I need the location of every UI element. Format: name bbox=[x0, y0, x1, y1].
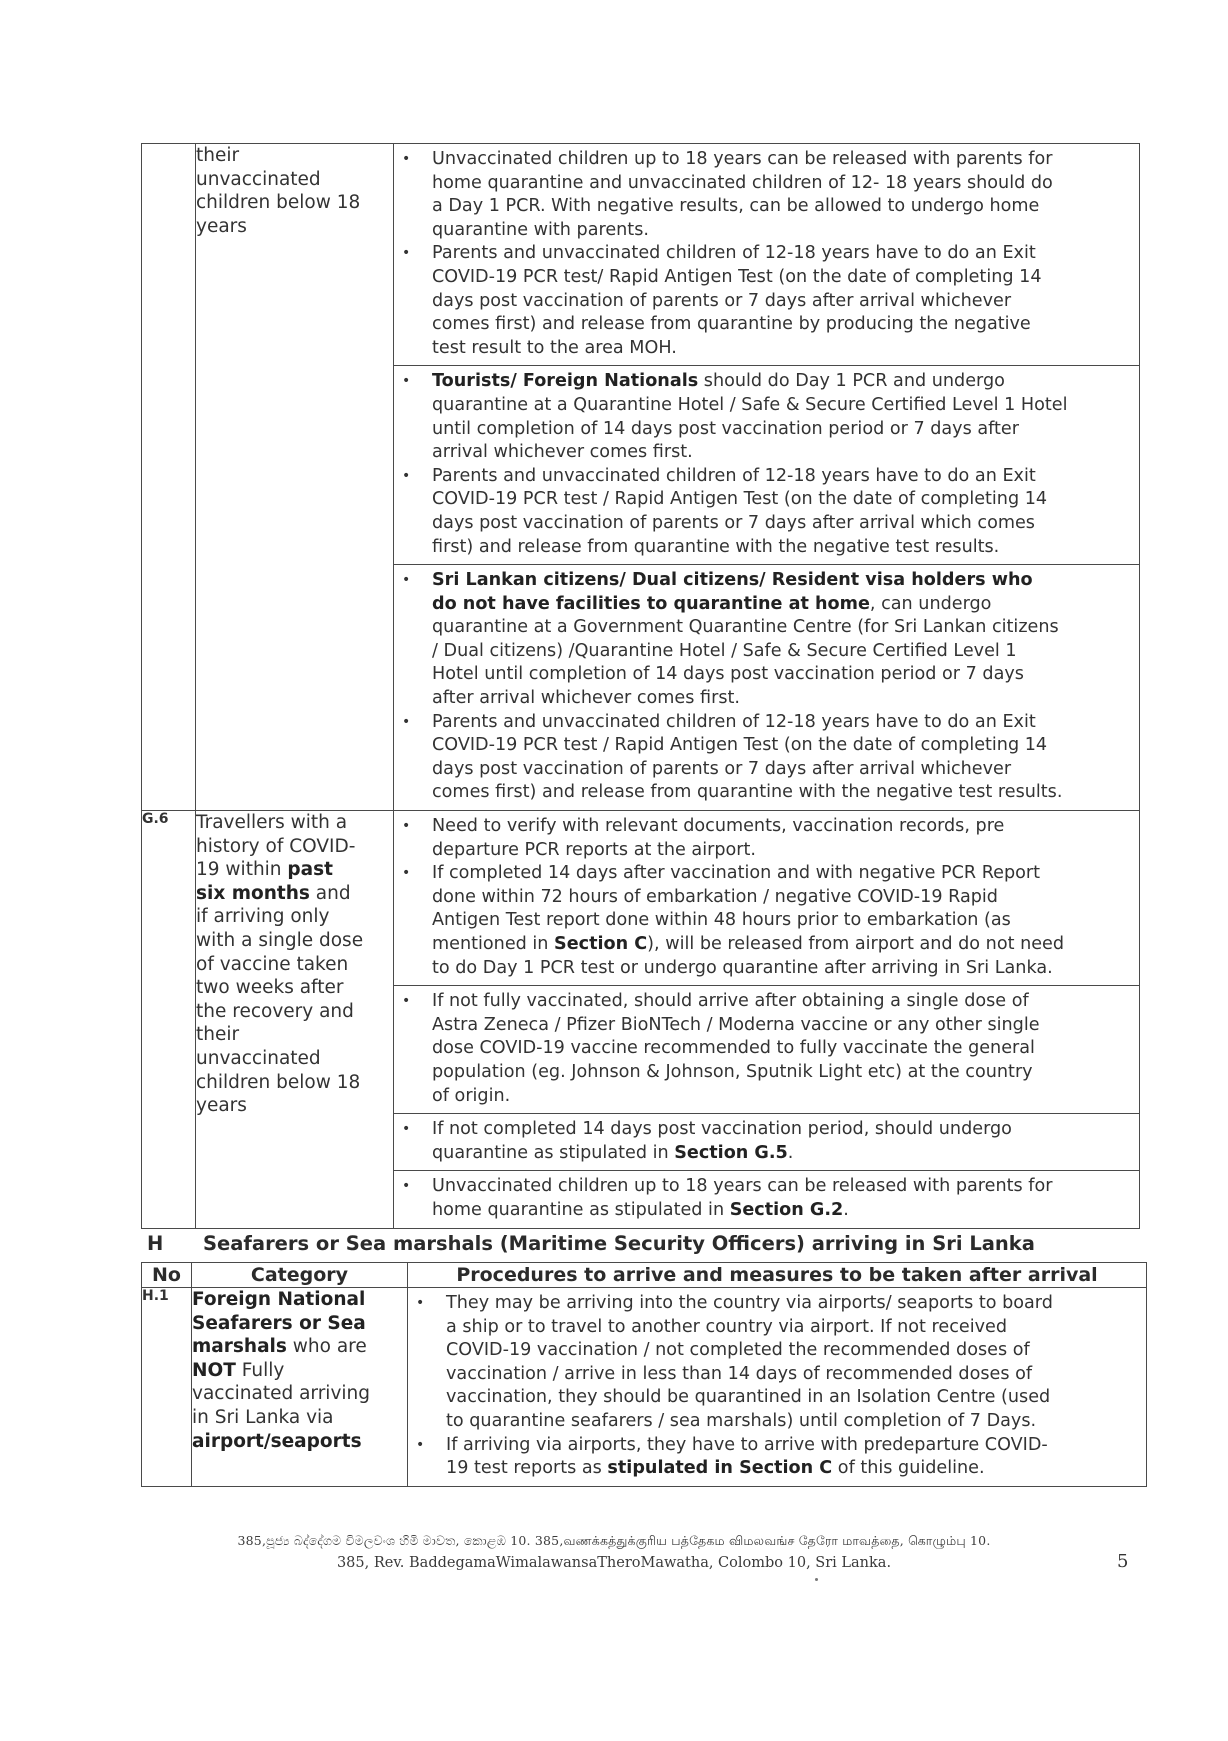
bullet-item: • If not completed 14 days post vaccination period, should undergo quarantine as stipulated in Section G.5. bbox=[432, 1118, 1129, 1165]
bullet-item: • Parents and unvaccinated children of 12-18 years have to do an Exit COVID-19 PCR test / Rapid Antigen Test (on the date of completing 14 days post vaccination of parents or 7 days after arrival which comes first) and release from quarantine with the negative test results. bbox=[432, 465, 1129, 559]
category-text: their unvaccinated children below 18 years bbox=[196, 145, 361, 237]
guideline-table-h bbox=[141, 1262, 1147, 1487]
category-cell bbox=[196, 144, 394, 811]
row-number: G.6 bbox=[142, 811, 196, 1229]
scan-speck bbox=[815, 1578, 818, 1581]
bullet-item: • If not fully vaccinated, should arrive after obtaining a single dose of Astra Zeneca / Pfizer BioNTech / Moderna vaccine or any other single dose COVID-19 vaccine recommended to fully vaccinate the general population (eg. Johnson & Johnson, Sputnik Light etc) at the country of origin. bbox=[432, 990, 1129, 1108]
procedure-list bbox=[394, 811, 1139, 985]
section-label: H bbox=[147, 1232, 164, 1255]
procedure-cell bbox=[394, 1171, 1140, 1228]
category-text: Travellers with a history of COVID- 19 within past six months and if arriving only with a single dose of vaccine taken two weeks after the recovery and their unvaccinated children below 18 years bbox=[196, 812, 364, 1117]
bullet-item: • They may be arriving into the country via airports/ seaports to board a ship or to travel to another country via airport. If not received COVID-19 vaccination / not completed the recommended doses of vaccination / arrive in less than 14 days of recommended doses of vaccination, they should be quarantined in an Isolation Centre (used to quarantine seafarers / sea marshals) until completion of 7 Days. bbox=[446, 1292, 1136, 1434]
procedure-cell bbox=[394, 144, 1140, 366]
footer-address-english: 385, Rev. BaddegamaWimalawansaTheroMawatha, Colombo 10, Sri Lanka. bbox=[336, 1555, 892, 1571]
row-number: H.1 bbox=[142, 1288, 192, 1487]
bullet-item: • Tourists/ Foreign Nationals should do Day 1 PCR and undergo quarantine at a Quarantine Hotel / Safe & Secure Certified Level 1 Hotel until completion of 14 days post vaccination period or 7 days after arrival whichever comes first. bbox=[432, 370, 1129, 464]
bullet-item: • Parents and unvaccinated children of 12-18 years have to do an Exit COVID-19 PCR test / Rapid Antigen Test (on the date of completing 14 days post vaccination of parents or 7 days after arrival whichever comes first) and release from quarantine with the negative test results. bbox=[432, 711, 1129, 805]
procedure-list bbox=[394, 1114, 1139, 1170]
category-text: Foreign National Seafarers or Sea marshals who are NOT Fully vaccinated arriving in Sri Lanka via airport/seaports bbox=[192, 1289, 371, 1452]
procedure-cell bbox=[394, 811, 1140, 986]
bullet-item: • Unvaccinated children up to 18 years can be released with parents for home quarantine as stipulated in Section G.2. bbox=[432, 1175, 1129, 1222]
procedure-cell bbox=[408, 1288, 1147, 1487]
column-header-procedures: Procedures to arrive and measures to be taken after arrival bbox=[408, 1263, 1147, 1288]
procedure-list bbox=[394, 986, 1139, 1113]
bullet-item: • If arriving via airports, they have to arrive with predeparture COVID- 19 test reports as stipulated in Section C of this guideline. bbox=[446, 1434, 1136, 1481]
procedure-cell bbox=[394, 565, 1140, 811]
bullet-item: • If completed 14 days after vaccination and with negative PCR Report done within 72 hours of embarkation / negative COVID-19 Rapid Antigen Test report done within 48 hours prior to embarkation (as mentioned in Section C), will be released from airport and do not need to do Day 1 PCR test or undergo quarantine after arriving in Sri Lanka. bbox=[432, 862, 1129, 980]
table-row bbox=[142, 811, 1140, 986]
footer-address-local: 385,පූජ්‍ය බද්දේගම විමලවංශ හිමි මාවත, කොළඹ 10. 385,வணக்கத்துக்குரிய பத்தேகம விமலவங்ச தேரோ மாவத்தை, கொழும்பு 10. bbox=[237, 1533, 991, 1548]
table-header-row bbox=[142, 1263, 1147, 1288]
guideline-table-g bbox=[141, 143, 1140, 1229]
procedure-list bbox=[394, 144, 1139, 365]
procedure-list bbox=[394, 1171, 1139, 1227]
bullet-item: • Parents and unvaccinated children of 12-18 years have to do an Exit COVID-19 PCR test/ Rapid Antigen Test (on the date of completing 14 days post vaccination of parents or 7 days after arrival whichever comes first) and release from quarantine by producing the negative test result to the area MOH. bbox=[432, 242, 1129, 360]
bullet-item: • Need to verify with relevant documents, vaccination records, pre departure PCR reports at the airport. bbox=[432, 815, 1129, 862]
category-cell bbox=[192, 1288, 408, 1487]
section-title: Seafarers or Sea marshals (Maritime Security Officers) arriving in Sri Lanka bbox=[203, 1232, 1035, 1255]
column-header-no: No bbox=[142, 1263, 192, 1288]
bullet-item: • Unvaccinated children up to 18 years can be released with parents for home quarantine and unvaccinated children of 12- 18 years should do a Day 1 PCR. With negative results, can be allowed to undergo home quarantine with parents. bbox=[432, 148, 1129, 242]
procedure-list bbox=[394, 366, 1139, 564]
procedure-cell bbox=[394, 986, 1140, 1114]
procedure-list bbox=[394, 565, 1139, 810]
section-heading bbox=[147, 1232, 1035, 1255]
category-cell bbox=[196, 811, 394, 1229]
table-row bbox=[142, 144, 1140, 366]
row-number-cell bbox=[142, 144, 196, 811]
bullet-item: • Sri Lankan citizens/ Dual citizens/ Resident visa holders who do not have facilities to quarantine at home, can undergo quarantine at a Government Quarantine Centre (for Sri Lankan citizens / Dual citizens) /Quarantine Hotel / Safe & Secure Certified Level 1 Hotel until completion of 14 days post vaccination period or 7 days after arrival whichever comes first. bbox=[432, 569, 1129, 711]
table-row bbox=[142, 1288, 1147, 1487]
column-header-category: Category bbox=[192, 1263, 408, 1288]
procedure-cell bbox=[394, 1114, 1140, 1171]
page-number: 5 bbox=[1117, 1551, 1129, 1572]
procedure-list bbox=[408, 1288, 1146, 1486]
procedure-cell bbox=[394, 366, 1140, 565]
